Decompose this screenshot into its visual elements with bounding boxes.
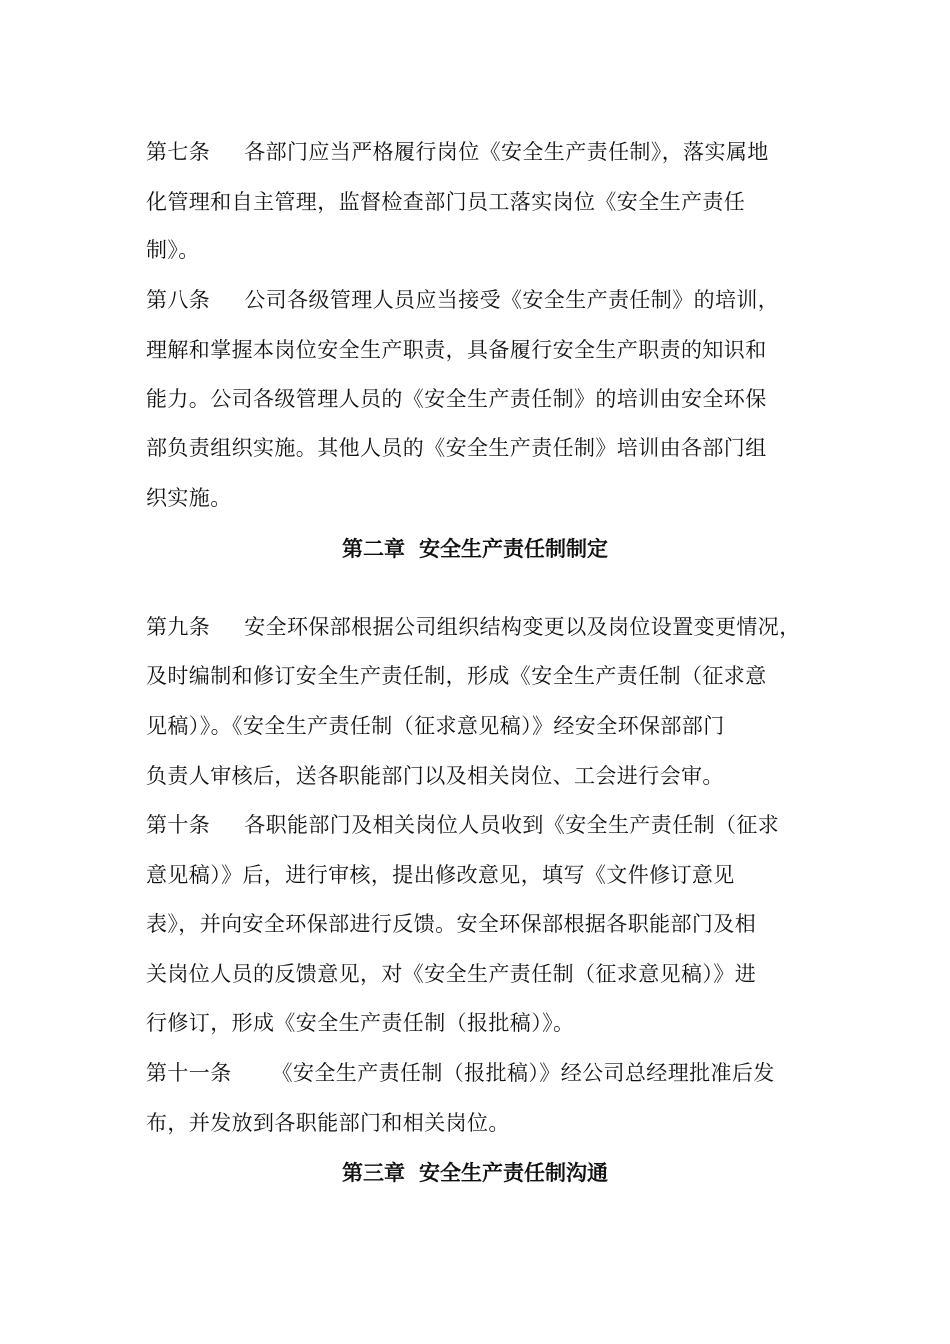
article-7-line-3: [146, 235, 200, 265]
article-10-line-5: [146, 1008, 574, 1038]
article-9-text-2: 及时编制和修订安全生产责任制，形成《安全生产责任制（征求意: [146, 664, 767, 688]
article-7-line-1: [146, 137, 769, 167]
article-11-label: 第十一条: [146, 1061, 232, 1085]
article-11-line-2: [146, 1108, 510, 1138]
article-8-line-4: [146, 433, 767, 463]
article-9-line-1: [146, 612, 801, 642]
article-8-line-1: [146, 285, 779, 315]
article-8-line-5: [146, 483, 232, 513]
article-8-line-3: [146, 384, 767, 414]
article-8-text-5: 织实施。: [146, 486, 232, 510]
article-8-line-2: [146, 335, 767, 365]
chapter-3-heading: [0, 1158, 950, 1188]
article-11-text-2: 布，并发放到各职能部门和相关岗位。: [146, 1111, 510, 1135]
article-9-text-1: 安全环保部根据公司组织结构变更以及岗位设置变更情况，: [244, 615, 801, 639]
article-7-text-2: 化管理和自主管理，监督检查部门员工落实岗位《安全生产责任: [146, 190, 746, 214]
chapter-2-title: 安全生产责任制制定: [419, 537, 608, 561]
article-10-label: 第十条: [146, 813, 211, 837]
article-9-text-4: 负责人审核后，送各职能部门以及相关岗位、工会进行会审。: [146, 764, 724, 788]
article-10-line-3: [146, 909, 756, 939]
chapter-3-number: 第三章: [342, 1161, 405, 1185]
article-10-text-3: 表》，并向安全环保部进行反馈。安全环保部根据各职能部门及相: [146, 912, 757, 936]
chapter-3-title: 安全生产责任制沟通: [419, 1161, 608, 1185]
article-8-label: 第八条: [146, 288, 211, 312]
article-10-line-4: [146, 959, 756, 989]
article-10-text-5: 行修订，形成《安全生产责任制（报批稿）》。: [146, 1011, 575, 1035]
article-11-text-1: 《安全生产责任制（报批稿）》经公司总经理批准后发: [271, 1061, 775, 1085]
article-10-text-2: 意见稿）》后，进行审核，提出修改意见，填写《文件修订意见: [146, 863, 735, 887]
article-8-text-1: 公司各级管理人员应当接受《安全生产责任制》的培训，: [244, 288, 780, 312]
article-9-line-3: [146, 711, 725, 741]
article-10-text-1: 各职能部门及相关岗位人员收到《安全生产责任制（征求: [244, 813, 780, 837]
article-10-text-4: 关岗位人员的反馈意见，对《安全生产责任制（征求意见稿）》进: [146, 962, 757, 986]
article-7-text-1: 各部门应当严格履行岗位《安全生产责任制》，落实属地: [244, 140, 769, 164]
article-7-label: 第七条: [146, 140, 211, 164]
article-9-label: 第九条: [146, 615, 211, 639]
article-10-line-2: [146, 860, 735, 890]
article-7-text-3: 制》。: [146, 238, 200, 262]
article-8-text-4: 部负责组织实施。其他人员的《安全生产责任制》培训由各部门组: [146, 436, 767, 460]
article-8-text-3: 能力。公司各级管理人员的《安全生产责任制》的培训由安全环保: [146, 387, 767, 411]
article-8-text-2: 理解和掌握本岗位安全生产职责，具备履行安全生产职责的知识和: [146, 338, 767, 362]
article-9-line-2: [146, 661, 767, 691]
article-11-line-1: [146, 1058, 775, 1088]
chapter-2-heading: [0, 534, 950, 564]
article-10-line-1: [146, 810, 779, 840]
chapter-2-number: 第二章: [342, 537, 405, 561]
article-7-line-2: [146, 187, 745, 217]
article-9-line-4: [146, 761, 724, 791]
article-9-text-3: 见稿）》。《安全生产责任制（征求意见稿）》经安全环保部部门: [146, 714, 725, 738]
